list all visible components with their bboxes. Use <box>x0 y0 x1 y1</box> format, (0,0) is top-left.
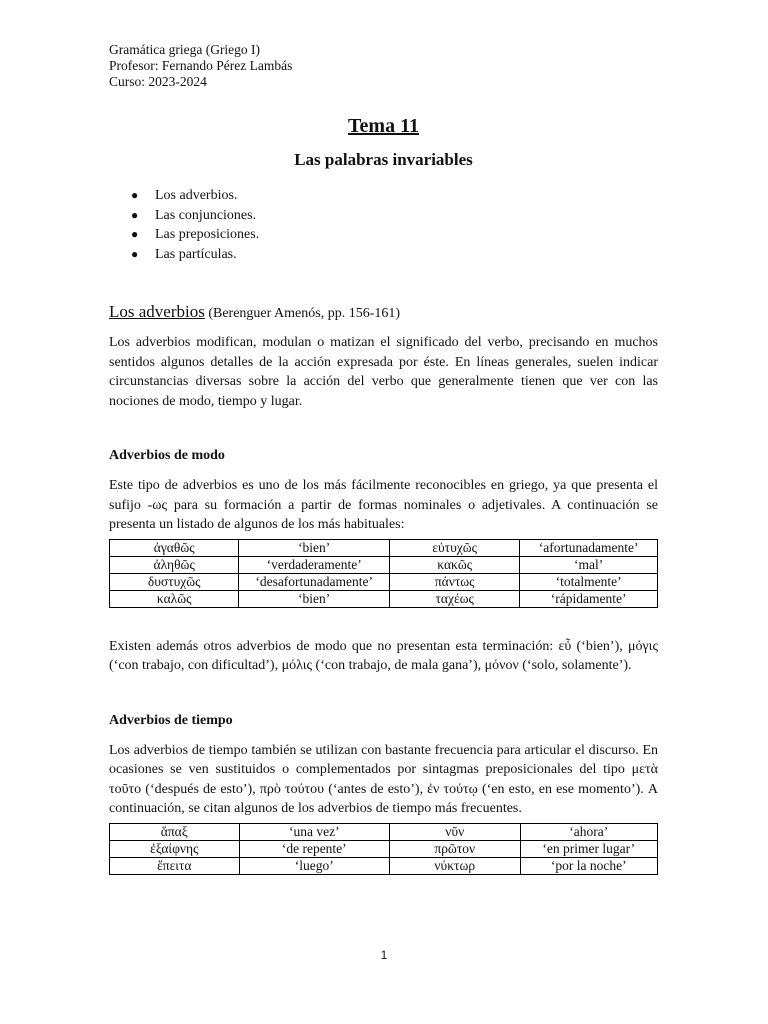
bullet-icon: ● <box>131 207 139 222</box>
modo-extra-paragraph: Existen además otros adverbios de modo que no presentan esta terminación: εὖ (‘bien’), μόγις (‘con trabajo, con dificultad’), μόλις (‘con trabajo, de mala gana’), μόνον (‘solo, solamente’). <box>109 638 658 673</box>
translation-cell: ‘luego’ <box>239 857 389 874</box>
section-reference: (Berenguer Amenós, pp. 156-161) <box>208 306 401 321</box>
greek-cell: ἔπειτα <box>110 857 240 874</box>
translation-cell: ‘una vez’ <box>239 823 389 840</box>
greek-cell: ἅπαξ <box>110 823 240 840</box>
translation-cell: ‘bien’ <box>239 590 390 607</box>
list-item-text: Los adverbios. <box>155 188 238 203</box>
bullet-icon: ● <box>131 188 139 202</box>
topics-list <box>109 186 658 264</box>
translation-cell: ‘por la noche’ <box>520 857 658 874</box>
tiempo-paragraph: Los adverbios de tiempo también se utilizan con bastante frecuencia para articular el discurso. En ocasiones se ven sustituidos o complementados por sintagmas preposicionales del tipo μετὰ τοῦτο (‘después de esto’), πρὸ τούτου (‘antes de esto’), ἐν τούτῳ (‘en esto, en ese momento’). A continuación, se citan algunos de los adverbios de tiempo más frecuentes. <box>109 742 658 816</box>
modo-heading: Adverbios de modo <box>109 448 225 463</box>
page-title: Tema 11 <box>348 115 419 137</box>
header-course: Gramática griega (Griego I) <box>109 42 261 57</box>
table-row <box>110 556 658 573</box>
translation-cell: ‘desafortunadamente’ <box>239 573 390 590</box>
greek-cell: πάντως <box>390 573 520 590</box>
table-row <box>110 539 658 556</box>
translation-cell: ‘mal’ <box>520 556 658 573</box>
tiempo-table <box>109 823 658 875</box>
greek-cell: ἀγαθῶς <box>110 539 239 556</box>
greek-cell: νύκτωρ <box>389 857 520 874</box>
document-page <box>109 42 658 875</box>
table-row <box>110 573 658 590</box>
greek-cell: καλῶς <box>110 590 239 607</box>
modo-paragraph: Este tipo de adverbios es uno de los más fácilmente reconocibles en griego, ya que presenta el sufijo -ως para su formación a partir de formas nominales o adjetivales. A continuación se presenta un listado de algunos de los más habituales: <box>109 478 658 532</box>
translation-cell: ‘afortunadamente’ <box>520 539 658 556</box>
translation-cell: ‘bien’ <box>239 539 390 556</box>
bullet-icon: ● <box>131 227 139 241</box>
translation-cell: ‘de repente’ <box>239 840 389 857</box>
tiempo-heading: Adverbios de tiempo <box>109 712 233 728</box>
header-year: Curso: 2023-2024 <box>109 74 207 89</box>
greek-cell: ταχέως <box>390 590 520 607</box>
list-item <box>131 245 658 265</box>
translation-cell: ‘totalmente’ <box>520 573 658 590</box>
table-row <box>110 590 658 607</box>
translation-cell: ‘verdaderamente’ <box>239 556 390 573</box>
table-row <box>110 857 658 874</box>
intro-paragraph: Los adverbios modifican, modulan o matizan el significado del verbo, precisando en muchos sentidos algunos detalles de la acción expresada por éste. En líneas generales, suelen indicar circunstancias diversas sobre la acción del verbo que generalmente tienen que ver con las nociones de modo, tiempo y lugar. <box>109 335 658 409</box>
greek-cell: εὐτυχῶς <box>390 539 520 556</box>
document-header <box>109 42 658 90</box>
table-row <box>110 840 658 857</box>
page-number: 1 <box>380 948 388 962</box>
translation-cell: ‘ahora’ <box>520 823 658 840</box>
greek-cell: δυστυχῶς <box>110 573 239 590</box>
greek-cell: πρῶτον <box>389 840 520 857</box>
modo-table <box>109 539 658 608</box>
greek-cell: νῦν <box>389 823 520 840</box>
page-subtitle: Las palabras invariables <box>294 150 473 169</box>
list-item <box>131 206 658 226</box>
section-title: Los adverbios <box>109 302 205 321</box>
translation-cell: ‘rápidamente’ <box>520 590 658 607</box>
greek-cell: κακῶς <box>390 556 520 573</box>
translation-cell: ‘en primer lugar’ <box>520 840 658 857</box>
list-item-text: Las partículas. <box>155 246 237 262</box>
list-item-text: Las conjunciones. <box>155 207 257 223</box>
list-item <box>131 225 658 245</box>
greek-cell: ἐξαίφνης <box>110 840 240 857</box>
section-heading <box>109 302 658 324</box>
list-item-text: Las preposiciones. <box>155 227 260 242</box>
header-teacher: Profesor: Fernando Pérez Lambás <box>109 58 293 73</box>
greek-cell: ἀληθῶς <box>110 556 239 573</box>
list-item <box>131 186 658 206</box>
bullet-icon: ● <box>131 246 139 261</box>
table-row <box>110 823 658 840</box>
